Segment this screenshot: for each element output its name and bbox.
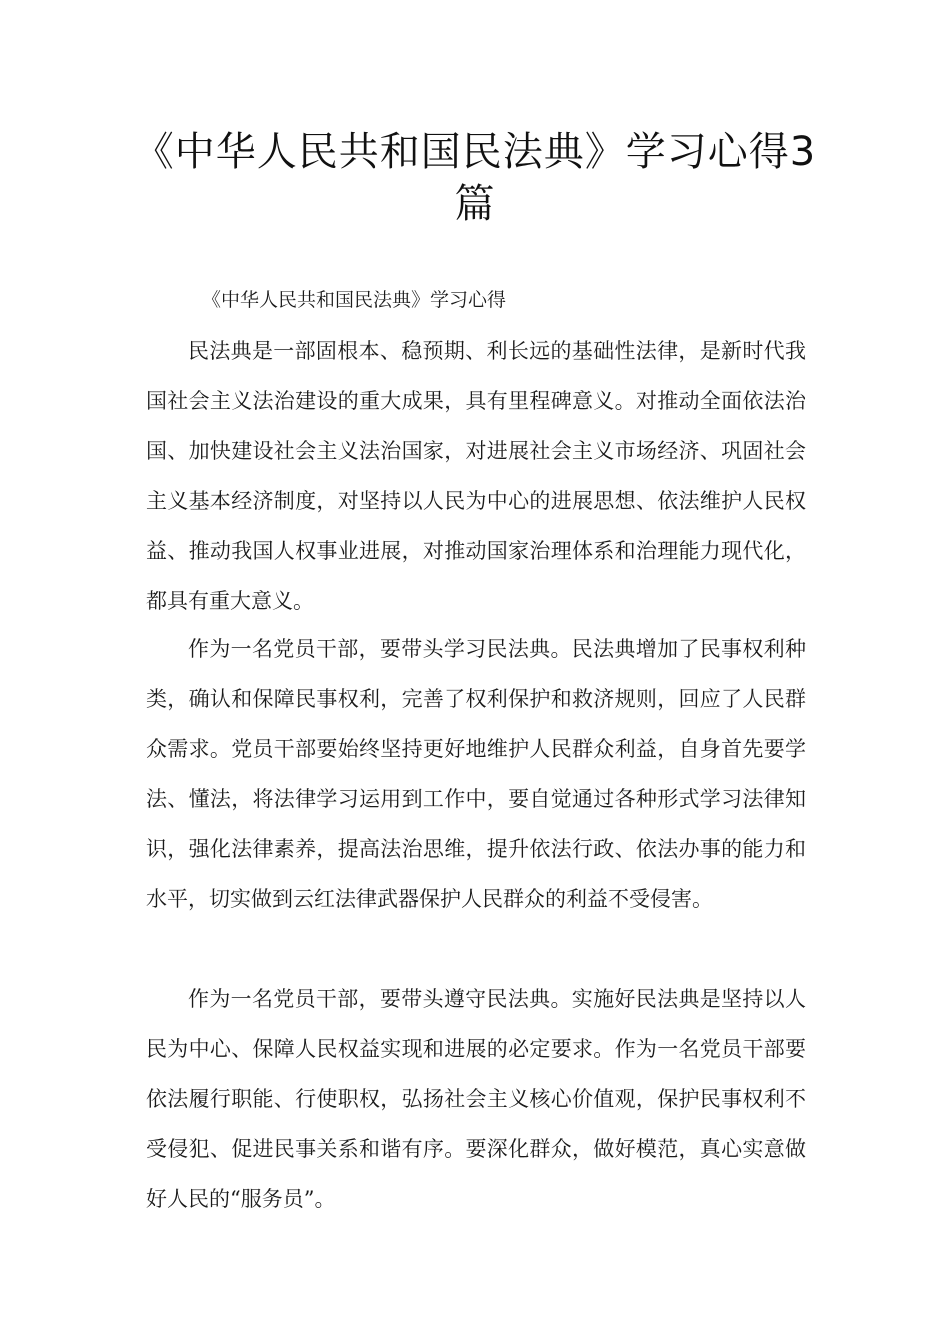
body-paragraph-3: 作为一名党员干部，要带头遵守民法典。实施好民法典是坚持以人民为中心、保障人民权益实现和进展的必定要求。作为一名党员干部要依法履行职能、行使职权，弘扬社会主义核心价值观，保护民事权利不受侵犯、促进民事关系和谐有序。要深化群众，做好模范，真心实意做好人民的“服务员”。 [146, 987, 806, 1211]
section-heading: 《中华人民共和国民法典》学习心得 [202, 289, 507, 311]
body-paragraph-2: 作为一名党员干部，要带头学习民法典。民法典增加了民事权利种类，确认和保障民事权利，完善了权利保护和救济规则，回应了人民群众需求。党员干部要始终坚持更好地维护人民群众利益，自身首先要学法、懂法，将法律学习运用到工作中，要自觉通过各种形式学习法律知识，强化法律素养，提高法治思维，提升依法行政、依法办事的能力和水平，切实做到云红法律武器保护人民群众的利益不受侵害。 [146, 637, 806, 911]
body-paragraph-1: 民法典是一部固根本、稳预期、利长远的基础性法律，是新时代我国社会主义法治建设的重大成果，具有里程碑意义。对推动全面依法治国、加快建设社会主义法治国家，对进展社会主义市场经济、巩固社会主义基本经济制度，对坚持以人民为中心的进展思想、依法维护人民权益、推动我国人权事业进展，对推动国家治理体系和治理能力现代化，都具有重大意义。 [146, 339, 806, 613]
document-title: 《中华人民共和国民法典》学习心得3篇 [133, 129, 817, 227]
